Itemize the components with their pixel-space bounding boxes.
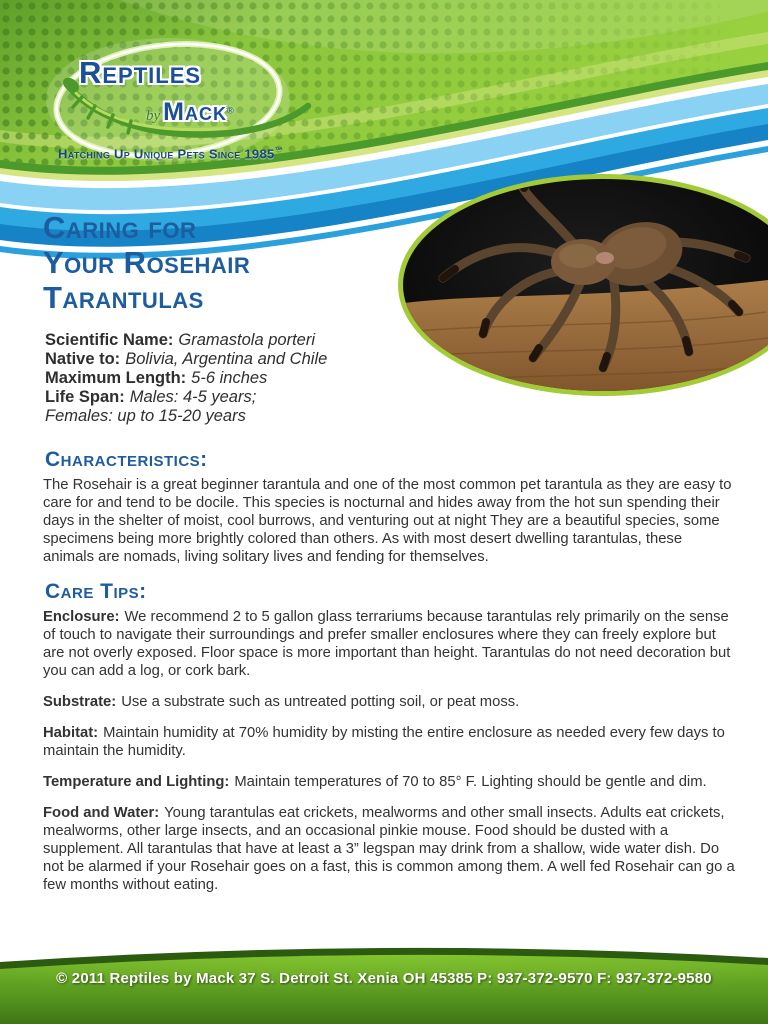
care-paragraph-substrate (43, 693, 737, 711)
paragraph-lead: Substrate: (43, 694, 117, 710)
footer-text: © 2011 Reptiles by Mack 37 S. Detroit St. Xenia OH 45385 P: 937-372-9570 F: 937-372-9580 (56, 970, 712, 987)
spec-maximum-length (45, 369, 405, 388)
brand-by: by (146, 108, 161, 124)
tagline-text: Hatching Up Unique Pets Since 1985 (58, 146, 275, 162)
spec-value: Bolivia, Argentina and Chile (125, 350, 328, 368)
paragraph-text: Maintain temperatures of 70 to 85° F. Lighting should be gentle and dim. (234, 774, 707, 790)
brand-wordmark: Reptiles (79, 55, 202, 90)
page-title-line-1: Caring for (43, 210, 197, 245)
care-paragraph-temperature-lighting (43, 773, 737, 791)
paragraph-text: The Rosehair is a great beginner tarantula and one of the most common pet tarantula as they are easy to care for and tend to be docile. This species is nocturnal and hides away from the hot sun spending their days in the shelter of moist, cool burrows, and venturing out at night They are a beautiful species, some specimens being more brightly colored than others. As with most desert dwelling tarantulas, these animals are nomads, living solitary lives and fending for themselves. (43, 477, 732, 565)
spec-value: Males: 4-5 years; (129, 388, 257, 406)
paragraph-text: Maintain humidity at 70% humidity by misting the entire enclosure as needed every few days to maintain the humidity. (43, 725, 725, 759)
tagline (58, 146, 283, 161)
paragraph-text: Young tarantulas eat crickets, mealworms and other small insects. Adults eat crickets, mealworms, other large insects, and an occasional pinkie mouse. Food should be dusted with a supplement. All tarantulas that have at least a 3” legspan may drink from a shallow, wide water dish. Do not be alarmed if your Rosehair goes on a fast, this is common among them. A well fed Rosehair can go a few months without eating. (43, 805, 735, 893)
spec-native-to (45, 350, 405, 369)
brand-byline (146, 98, 234, 127)
spec-label: Maximum Length: (45, 369, 187, 387)
paragraph-text: We recommend 2 to 5 gallon glass terrariums because tarantulas rely primarily on the sense of touch to navigate their surroundings and prefer smaller enclosures where they can freely explore but are not overly exposed. Floor space is more important than height. Tarantulas do not need decoration but you can add a log, or cork bark. (43, 609, 731, 679)
main-content (43, 449, 737, 907)
tarantula-photo (396, 172, 768, 404)
spec-list (45, 331, 405, 426)
trademark-mark: ™ (274, 146, 283, 155)
section-heading-care-tips: Care Tips: (45, 580, 147, 603)
spec-label: Native to: (45, 350, 121, 368)
care-paragraph-enclosure (43, 608, 737, 680)
spec-scientific-name (45, 331, 405, 350)
paragraph-lead: Temperature and Lighting: (43, 774, 230, 790)
paragraph-lead: Food and Water: (43, 805, 160, 821)
page-title-line-2: Your Rosehair (43, 245, 251, 280)
section-heading-characteristics: Characteristics: (45, 448, 208, 471)
care-paragraph-food-water (43, 804, 737, 894)
page-title-line-3: Tarantulas (43, 280, 204, 315)
spec-value: Females: up to 15-20 years (45, 407, 246, 425)
spec-value: 5-6 inches (191, 369, 268, 387)
page-title (43, 210, 250, 315)
paragraph-text: Use a substrate such as untreated potting soil, or peat moss. (121, 694, 520, 710)
paragraph-lead: Habitat: (43, 725, 99, 741)
spec-life-span (45, 388, 405, 407)
spec-value: Gramastola porteri (178, 331, 316, 349)
spec-label: Life Span: (45, 388, 125, 406)
spec-life-span-females (45, 407, 405, 426)
paragraph-lead: Enclosure: (43, 609, 120, 625)
characteristics-paragraph (43, 476, 737, 566)
spec-label: Scientific Name: (45, 331, 174, 349)
brand-mack: Mack (163, 98, 227, 126)
registered-mark: ® (227, 105, 234, 116)
care-paragraph-habitat (43, 724, 737, 760)
